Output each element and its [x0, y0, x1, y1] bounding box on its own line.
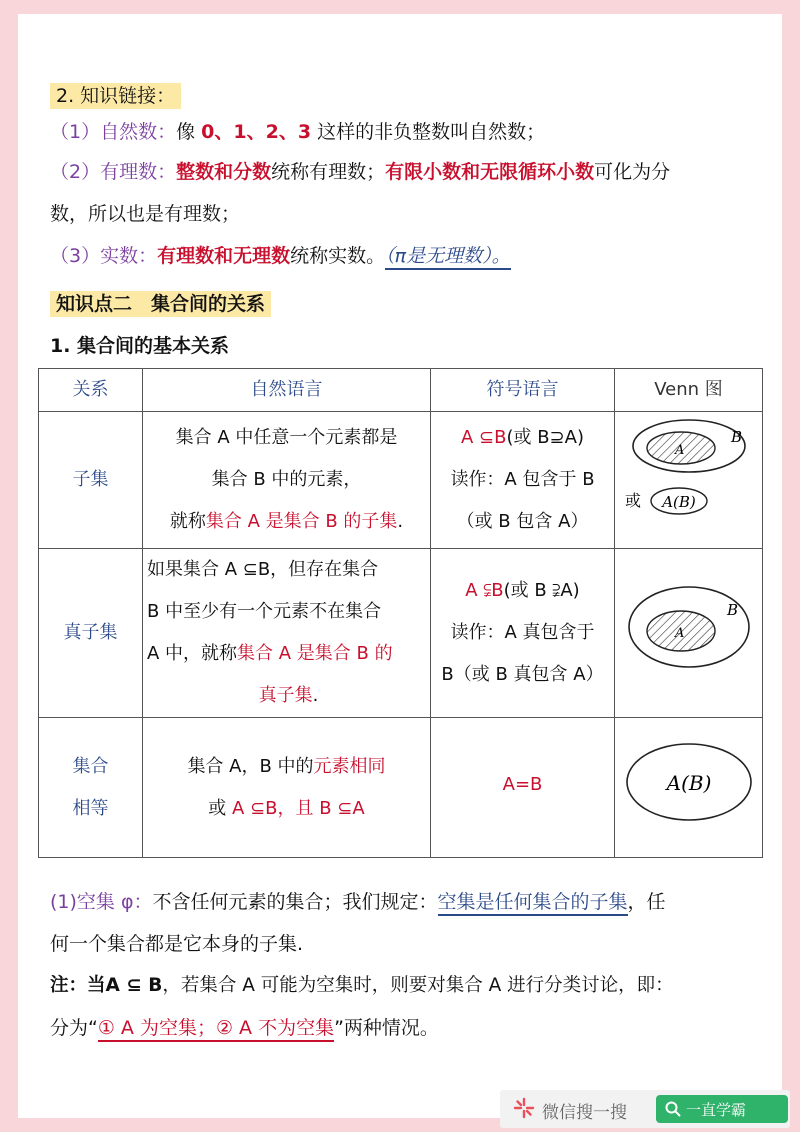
- subset-symbol: [431, 412, 615, 549]
- text: A 中，就称: [147, 643, 238, 664]
- nums: 0、1、2、3: [201, 121, 312, 143]
- text: [143, 501, 430, 543]
- row-name-proper-subset: 真子集: [39, 549, 143, 718]
- text: ，任: [627, 891, 666, 913]
- emph: 集合 A 是集合 B 的: [237, 643, 393, 664]
- emph: A=B: [502, 774, 543, 795]
- emph: A ⊆B: [461, 427, 507, 448]
- venn-equal-diagram: [619, 730, 759, 830]
- text: 如果集合 A ⊆B，但存在集合: [147, 559, 379, 580]
- section-title: [50, 82, 181, 110]
- venn-proper-subset-diagram: [619, 575, 759, 675]
- table-header-row: [39, 369, 763, 412]
- emph: 整数和分数: [176, 161, 272, 183]
- text: 读作：A 包含于 B: [450, 469, 595, 490]
- venn-label-ab: A(B): [661, 493, 696, 511]
- venn-label-b: B: [726, 601, 738, 619]
- text: (或 B ⫌A): [503, 580, 580, 601]
- venn-label-b: B: [730, 428, 742, 446]
- text: .: [397, 511, 404, 532]
- item-number: （2）: [50, 161, 101, 183]
- subset-natural: [143, 412, 431, 549]
- term-rational: 有理数：: [100, 161, 177, 183]
- text: [147, 633, 430, 675]
- empty-set-line: [50, 888, 666, 916]
- pi-note: （π是无理数）。: [385, 245, 510, 270]
- text: 不含任何元素的集合；我们规定：: [152, 891, 438, 913]
- wechat-search-watermark[interactable]: [500, 1090, 790, 1128]
- proper-subset-symbol: [431, 549, 615, 718]
- text: 可化为分: [594, 161, 671, 183]
- table-row: [39, 549, 763, 718]
- text: （或 B 包含 A）: [456, 511, 589, 532]
- table-row: [39, 412, 763, 549]
- header-relation: 关系: [39, 369, 143, 412]
- row-name-subset: 子集: [39, 412, 143, 549]
- table-row: [39, 718, 763, 858]
- note-line: [50, 972, 674, 1000]
- text: 相等: [72, 797, 109, 819]
- text: [431, 570, 614, 612]
- venn-label-a: A: [674, 443, 684, 458]
- text: 就称: [169, 511, 206, 532]
- proper-subset-natural: [143, 549, 431, 718]
- text: 注：当: [50, 975, 106, 996]
- search-icon: [664, 1100, 682, 1118]
- term-natural: 自然数：: [100, 121, 177, 143]
- emph: 真子集: [258, 685, 313, 706]
- note-line-2: [50, 1014, 439, 1042]
- rational-number-cont: 数，所以也是有理数；: [50, 203, 241, 225]
- emph: 集合 A 是集合 B 的子集: [205, 511, 398, 532]
- item-number: （1）: [50, 121, 101, 143]
- text: A ⊆ B: [105, 975, 163, 996]
- term-real: 实数：: [100, 245, 158, 267]
- venn-subset-diagram: [619, 412, 759, 532]
- relation-table: [38, 368, 763, 858]
- venn-label-ab: A(B): [666, 770, 711, 795]
- header-venn: Venn 图: [615, 369, 763, 412]
- text: 统称有理数；: [271, 161, 386, 183]
- wechat-search-icon: [512, 1096, 536, 1120]
- subsection-title: 1. 集合间的基本关系: [50, 335, 230, 357]
- text: 或: [208, 797, 233, 819]
- real-number-line: [50, 242, 511, 270]
- text: ”两种情况。: [334, 1017, 439, 1039]
- natural-number-line: [50, 118, 545, 146]
- badge-label: 一直学霸: [686, 1101, 747, 1119]
- text: [143, 746, 430, 788]
- item-number: （3）: [50, 245, 101, 267]
- section-title-text: 2. 知识链接：: [50, 83, 181, 109]
- emph: A ⊆B，且 B ⊆A: [232, 797, 365, 819]
- equal-venn: [615, 718, 763, 858]
- text: 集合 A 中任意一个元素都是: [175, 427, 398, 448]
- kp-title-text: 知识点二 集合间的关系: [50, 291, 271, 317]
- equal-natural: [143, 718, 431, 858]
- watermark-text: 微信搜一搜: [542, 1103, 627, 1123]
- header-symbol-language: 符号语言: [431, 369, 615, 412]
- text: B（或 B 真包含 A）: [441, 664, 604, 685]
- equal-symbol: [431, 718, 615, 858]
- text: [431, 417, 614, 459]
- venn-label-a: A: [674, 626, 684, 641]
- header-natural-language: 自然语言: [143, 369, 431, 412]
- text: 像: [176, 121, 202, 143]
- term-empty-set: (1)空集 φ：: [50, 891, 153, 913]
- empty-set-line-2: 何一个集合都是它本身的子集.: [50, 933, 304, 955]
- text: 集合 B 中的元素，: [211, 469, 362, 490]
- text: 统称实数。: [290, 245, 386, 267]
- text: [147, 675, 430, 717]
- emph: 元素相同: [313, 755, 386, 777]
- row-name-equal: [39, 718, 143, 858]
- empty-set-rule: 空集是任何集合的子集: [438, 891, 628, 916]
- emph: 有限小数和无限循环小数: [385, 161, 595, 183]
- note-cases: ① A 为空集；② A 不为空集: [98, 1017, 334, 1042]
- text: 这样的非负整数叫自然数；: [311, 121, 546, 143]
- text: (或 B⊇A): [506, 427, 584, 448]
- text: 集合: [72, 755, 109, 777]
- rational-number-line: [50, 158, 670, 186]
- venn-or: 或: [624, 491, 641, 510]
- subset-venn: [615, 412, 763, 549]
- text: B 中至少有一个元素不在集合: [147, 601, 382, 622]
- text: 分为“: [50, 1017, 98, 1039]
- search-badge[interactable]: [656, 1095, 788, 1123]
- text: ，若集合 A 可能为空集时，则要对集合 A 进行分类讨论，即：: [162, 975, 674, 996]
- text: .: [312, 685, 319, 706]
- text: 读作：A 真包含于: [450, 622, 595, 643]
- emph: A ⫋B: [465, 580, 504, 601]
- emph: 有理数和无理数: [157, 245, 291, 267]
- text: [143, 788, 430, 830]
- text: 集合 A，B 中的: [187, 755, 314, 777]
- page: [18, 14, 782, 1118]
- proper-subset-venn: [615, 549, 763, 718]
- knowledge-point-title: [50, 290, 271, 318]
